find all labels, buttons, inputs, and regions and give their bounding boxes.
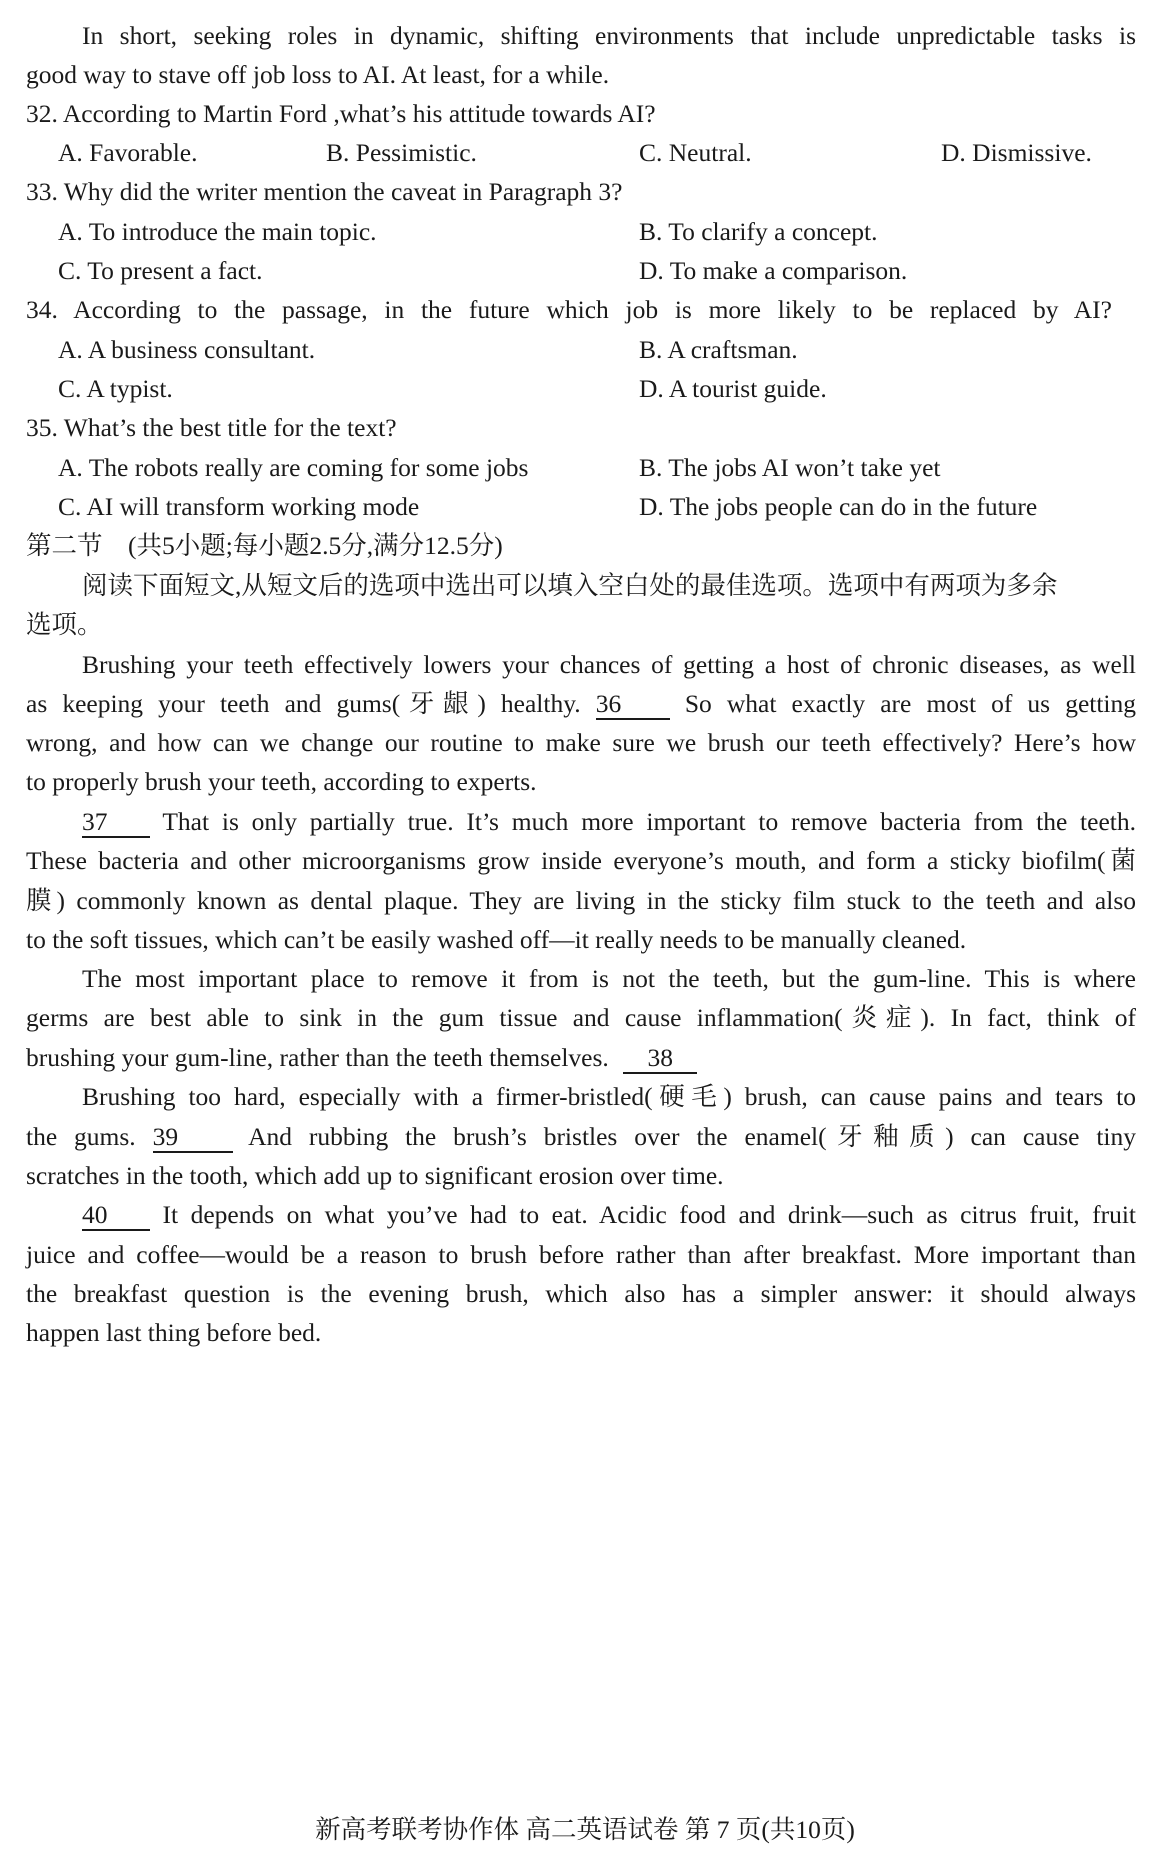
cloze-line: scratches in the tooth, which add up to significant erosion over time.: [26, 1161, 724, 1190]
cloze-text: That is only partially true. It’s much more important to remove bacteria from the teeth.: [162, 807, 1136, 836]
cloze-line: juice and coffee—would be a reason to brush before rather than after breakfast. More important than: [26, 1240, 1136, 1269]
cloze-line: Brushing too hard, especially with a firmer-bristled(硬毛) brush, can cause pains and tears to: [82, 1082, 1136, 1111]
cloze-line: to properly brush your teeth, according to experts.: [26, 767, 537, 796]
cloze-text: So what exactly are most of us getting: [684, 689, 1137, 718]
q35-option-b: B. The jobs AI won’t take yet: [639, 453, 941, 482]
q32-option-c: C. Neutral.: [639, 138, 752, 167]
q35-option-c: C. AI will transform working mode: [58, 492, 420, 521]
cloze-line: [26, 1120, 1136, 1154]
q33-option-a: A. To introduce the main topic.: [58, 217, 377, 246]
blank-36: 36: [596, 690, 670, 720]
cloze-line: The most important place to remove it from is not the teeth, but the gum-line. This is where: [82, 964, 1136, 993]
blank-37: 37: [82, 808, 150, 838]
q32-option-b: B. Pessimistic.: [326, 138, 477, 167]
blank-38: 38: [623, 1044, 697, 1074]
blank-39: 39: [153, 1123, 233, 1153]
q35-option-d: D. The jobs people can do in the future: [639, 492, 1038, 521]
cloze-text: brushing your gum-line, rather than the teeth themselves.: [26, 1043, 609, 1072]
cloze-line: [26, 687, 1136, 721]
cloze-line: [82, 1198, 1136, 1232]
cloze-line: Brushing your teeth effectively lowers your chances of getting a host of chronic diseases, as well: [82, 650, 1136, 679]
cloze-text: as keeping your teeth and gums(牙龈) healthy.: [26, 689, 581, 718]
blank-40: 40: [82, 1201, 150, 1231]
cloze-line: the breakfast question is the evening brush, which also has a simpler answer: it should always: [26, 1279, 1136, 1308]
q34-option-b: B. A craftsman.: [639, 335, 798, 364]
section-heading: 第二节 (共5小题;每小题2.5分,满分12.5分): [26, 531, 503, 560]
passage-line: In short, seeking roles in dynamic, shifting environments that include unpredictable tasks is: [82, 21, 1136, 50]
question-33-stem: 33. Why did the writer mention the caveat in Paragraph 3?: [26, 177, 623, 206]
q32-option-d: D. Dismissive.: [941, 138, 1092, 167]
question-34-stem: 34. According to the passage, in the future which job is more likely to be replaced by AI?: [26, 295, 1112, 324]
q33-option-b: B. To clarify a concept.: [639, 217, 878, 246]
q34-option-d: D. A tourist guide.: [639, 374, 827, 403]
cloze-line: to the soft tissues, which can’t be easily washed off—it really needs to be manually cleaned.: [26, 925, 967, 954]
cloze-line: [26, 1041, 1136, 1075]
cloze-line: [82, 805, 1136, 839]
cloze-text: And rubbing the brush’s bristles over the enamel(牙釉质) can cause tiny: [248, 1122, 1137, 1151]
q32-option-a: A. Favorable.: [58, 138, 198, 167]
q34-option-a: A. A business consultant.: [58, 335, 316, 364]
page-footer: 新高考联考协作体 高二英语试卷 第 7 页(共10页): [315, 1815, 855, 1844]
question-35-stem: 35. What’s the best title for the text?: [26, 413, 397, 442]
cloze-line: happen last thing before bed.: [26, 1318, 322, 1347]
passage-line: good way to stave off job loss to AI. At least, for a while.: [26, 60, 610, 89]
question-32-stem: 32. According to Martin Ford ,what’s his attitude towards AI?: [26, 99, 656, 128]
cloze-line: These bacteria and other microorganisms grow inside everyone’s mouth, and form a sticky biofilm(菌: [26, 846, 1136, 875]
cloze-line: 膜) commonly known as dental plaque. They are living in the sticky film stuck to the teeth and also: [26, 886, 1136, 915]
cloze-line: germs are best able to sink in the gum tissue and cause inflammation(炎症). In fact, think of: [26, 1003, 1136, 1032]
q33-option-c: C. To present a fact.: [58, 256, 263, 285]
section-instructions: 阅读下面短文,从短文后的选项中选出可以填入空白处的最佳选项。选项中有两项为多余: [82, 571, 1058, 600]
cloze-text: the gums.: [26, 1122, 136, 1151]
q34-option-c: C. A typist.: [58, 374, 173, 403]
cloze-text: It depends on what you’ve had to eat. Acidic food and drink—such as citrus fruit, fruit: [162, 1200, 1137, 1229]
q33-option-d: D. To make a comparison.: [639, 256, 908, 285]
cloze-line: wrong, and how can we change our routine to make sure we brush our teeth effectively? Here’s how: [26, 728, 1136, 757]
section-instructions: 选项。: [26, 610, 103, 639]
q35-option-a: A. The robots really are coming for some jobs: [58, 453, 529, 482]
